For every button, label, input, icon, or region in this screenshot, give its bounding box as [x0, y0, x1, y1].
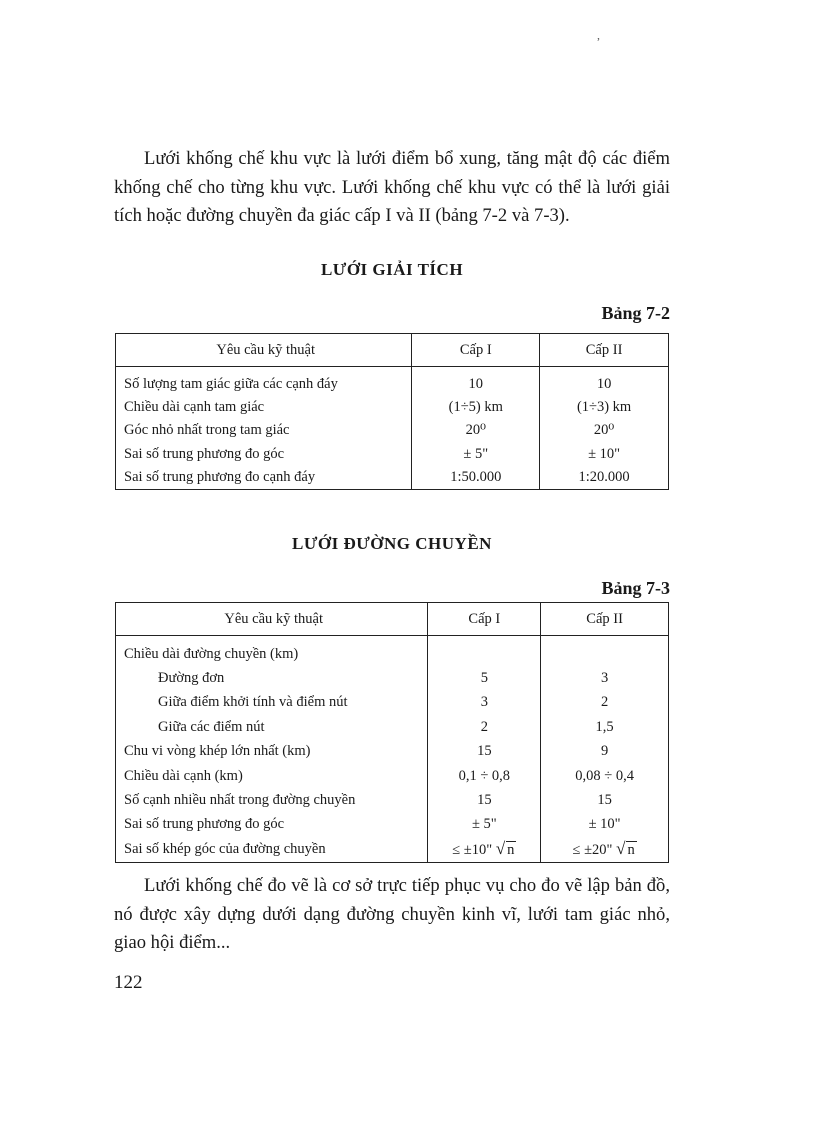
cell-grade-1: 15 — [428, 788, 541, 812]
table-row — [116, 466, 669, 490]
cell-requirement: Chiều dài đường chuyền (km) — [116, 636, 428, 667]
corner-mark: , — [597, 28, 600, 42]
cell-requirement: Chiều dài cạnh tam giác — [116, 396, 412, 419]
cell-grade-2 — [541, 636, 669, 667]
cell-requirement: Đường đơn — [116, 666, 428, 690]
cell-requirement: Chu vi vòng khép lớn nhất (km) — [116, 740, 428, 764]
table-7-2 — [115, 333, 669, 490]
cell-requirement: Chiều dài cạnh (km) — [116, 764, 428, 788]
cell-grade-2: 1,5 — [541, 715, 669, 739]
cell-grade-2: 2 — [541, 691, 669, 715]
cell-requirement: Sai số khép góc của đường chuyền — [116, 837, 428, 862]
closing-paragraph: Lưới khống chế đo vẽ là cơ sở trực tiếp phục vụ cho đo vẽ lập bản đồ, nó được xây dựng dưới dạng đường chuyền kinh vĩ, lưới tam giác nhỏ, giao hội điểm... — [114, 875, 670, 953]
page-number: 122 — [114, 972, 143, 993]
cell-requirement: Số lượng tam giác giữa các cạnh đáy — [116, 367, 412, 397]
sqrt-symbol: √ — [616, 839, 626, 859]
table-row — [116, 636, 669, 667]
header-grade-2: Cấp II — [540, 334, 669, 367]
table-row — [116, 367, 669, 397]
cell-requirement: Góc nhỏ nhất trong tam giác — [116, 419, 412, 442]
sqrt-arg: n — [507, 842, 515, 859]
table-row — [116, 837, 669, 862]
header-requirement: Yêu cầu kỹ thuật — [116, 334, 412, 367]
cell-requirement: Giữa các điểm nút — [116, 715, 428, 739]
cell-grade-1: ± 5" — [412, 443, 540, 466]
cell-grade-1 — [428, 837, 541, 862]
table-row — [116, 666, 669, 690]
cell-requirement: Sai số trung phương đo góc — [116, 443, 412, 466]
header-grade-1: Cấp I — [412, 334, 540, 367]
cell-requirement: Số cạnh nhiều nhất trong đường chuyền — [116, 788, 428, 812]
cell-grade-1: 1:50.000 — [412, 466, 540, 490]
cell-grade-1: 0,1 ÷ 0,8 — [428, 764, 541, 788]
cell-requirement: Giữa điểm khởi tính và điểm nút — [116, 691, 428, 715]
cell-grade-1: ± 5" — [428, 813, 541, 837]
table-row — [116, 715, 669, 739]
table-7-3 — [115, 602, 669, 863]
cell-grade-1: 15 — [428, 740, 541, 764]
table-header-row — [116, 334, 669, 367]
cell-requirement: Sai số trung phương đo góc — [116, 813, 428, 837]
cell-grade-1: (1÷5) km — [412, 396, 540, 419]
cell-grade-1: 3 — [428, 691, 541, 715]
intro-paragraph: Lưới khống chế khu vực là lưới điểm bổ xung, tăng mật độ các điểm khống chế cho từng khu vực. Lưới khống chế khu vực có thể là lưới giải tích hoặc đường chuyền đa giác cấp I và II (bảng 7-2 và 7-3). — [114, 148, 670, 226]
cell-grade-1: 5 — [428, 666, 541, 690]
cell-grade-1: 2 — [428, 715, 541, 739]
header-requirement: Yêu cầu kỹ thuật — [116, 603, 428, 636]
sqrt-symbol: √ — [495, 839, 506, 859]
table-caption-7-2: Bảng 7-2 — [601, 303, 670, 323]
table-row — [116, 740, 669, 764]
cell-grade-1-value: ≤ ±10" — [452, 842, 493, 859]
cell-grade-2: 15 — [541, 788, 669, 812]
cell-grade-2: ± 10" — [540, 443, 669, 466]
cell-grade-1: 20⁰ — [412, 419, 540, 442]
header-grade-1: Cấp I — [428, 603, 541, 636]
table-row — [116, 813, 669, 837]
header-grade-2: Cấp II — [541, 603, 669, 636]
sqrt-arg: n — [627, 842, 635, 859]
cell-grade-2: (1÷3) km — [540, 396, 669, 419]
table-header-row — [116, 603, 669, 636]
cell-grade-2: 3 — [541, 666, 669, 690]
table-row — [116, 396, 669, 419]
cell-grade-2-value: ≤ ±20" — [572, 842, 613, 859]
section-title-triangulation: LƯỚI GIẢI TÍCH — [320, 260, 464, 279]
table-row — [116, 764, 669, 788]
table-caption-7-3: Bảng 7-3 — [601, 578, 670, 598]
section-title-traverse: LƯỚI ĐƯỜNG CHUYỀN — [292, 534, 492, 553]
cell-grade-2: 20⁰ — [540, 419, 669, 442]
cell-grade-2 — [541, 837, 669, 862]
table-row — [116, 443, 669, 466]
cell-grade-1 — [428, 636, 541, 667]
cell-grade-2: ± 10" — [541, 813, 669, 837]
cell-grade-1: 10 — [412, 367, 540, 397]
cell-grade-2: 9 — [541, 740, 669, 764]
cell-grade-2: 10 — [540, 367, 669, 397]
cell-requirement: Sai số trung phương đo cạnh đáy — [116, 466, 412, 490]
table-row — [116, 691, 669, 715]
table-row — [116, 419, 669, 442]
table-row — [116, 788, 669, 812]
cell-grade-2: 1:20.000 — [540, 466, 669, 490]
cell-grade-2: 0,08 ÷ 0,4 — [541, 764, 669, 788]
